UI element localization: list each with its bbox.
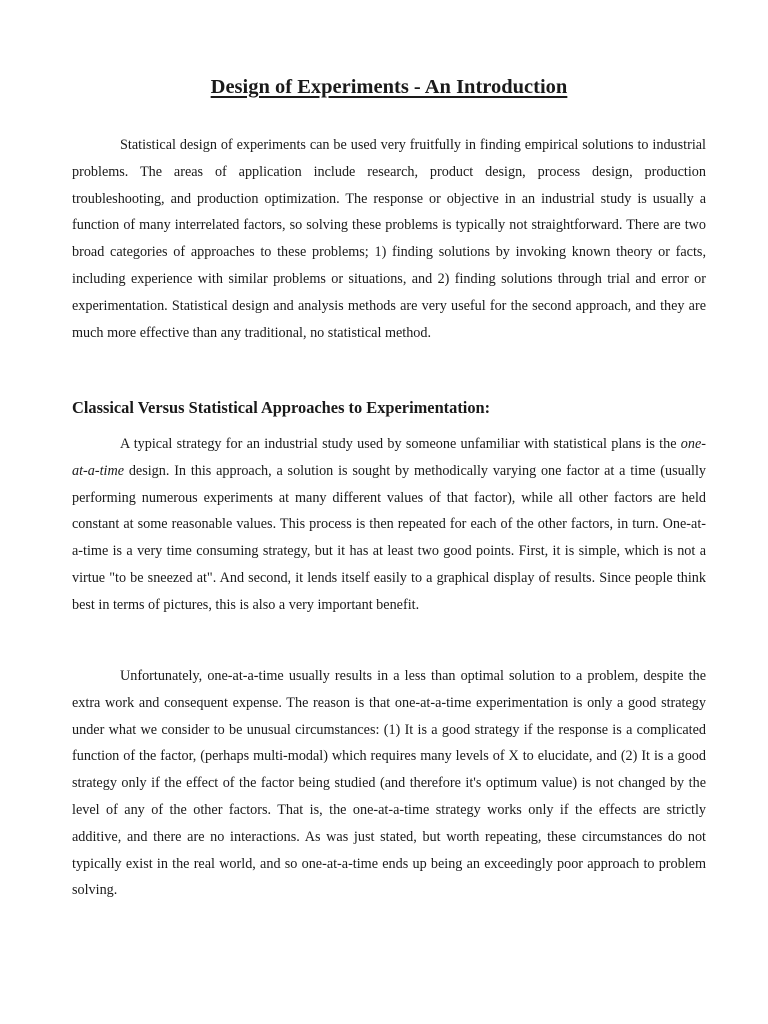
- intro-paragraph: Statistical design of experiments can be used very fruitfully in finding empirical solutions to industrial problems. The areas of application include research, product design, process design, production troubleshooting, and production optimization. The response or objective in an industrial study is usually a function of many interrelated factors, so solving these problems is typically not straightforward. There are two broad categories of approaches to these problems; 1) finding solutions by invoking known theory or facts, including experience with similar problems or situations, and 2) finding solutions through trial and error or experimentation. Statistical design and analysis methods are very useful for the second approach, and they are much more effective than any traditional, no statistical method.: [72, 137, 706, 341]
- strategy-paragraph-rest: design. In this approach, a solution is sought by methodically varying one factor at a time (usually performing numerous experiments at many different values of that factor), while all other factors are held constant at some reasonable values. This process is then repeated for each of the other factors, in turn. One-at-a-time is a very time consuming strategy, but it has at least two good points. First, it is simple, which is not a virtue "to be sneezed at". And second, it lends itself easily to a graphical display of results. Since people think best in terms of pictures, this is also a very important benefit.: [72, 462, 706, 613]
- strategy-paragraph-lead: A typical strategy for an industrial study used by someone unfamiliar with statistical plans is the: [120, 436, 681, 452]
- strategy-paragraph: [72, 431, 706, 619]
- one-at-a-time-term: one-at-a-time: [72, 436, 706, 479]
- limitations-paragraph: Unfortunately, one-at-a-time usually results in a less than optimal solution to a problem, despite the extra work and consequent expense. The reason is that one-at-a-time experimentation is only a good strategy under what we consider to be unusual circumstances: (1) It is a good strategy if the response is a complicated function of the factor, (perhaps multi-modal) which requires many levels of X to elucidate, and (2) It is a good strategy only if the effect of the factor being studied (and therefore it's optimum value) is not changed by the level of any of the other factors. That is, the one-at-a-time strategy works only if the effects are strictly additive, and there are no interactions. As was just stated, but worth repeating, these circumstances do not typically exist in the real world, and so one-at-a-time ends up being an exceedingly poor approach to problem solving.: [72, 668, 706, 899]
- section-heading: Classical Versus Statistical Approaches to Experimentation:: [72, 398, 491, 417]
- document-title: Design of Experiments - An Introduction: [210, 76, 568, 98]
